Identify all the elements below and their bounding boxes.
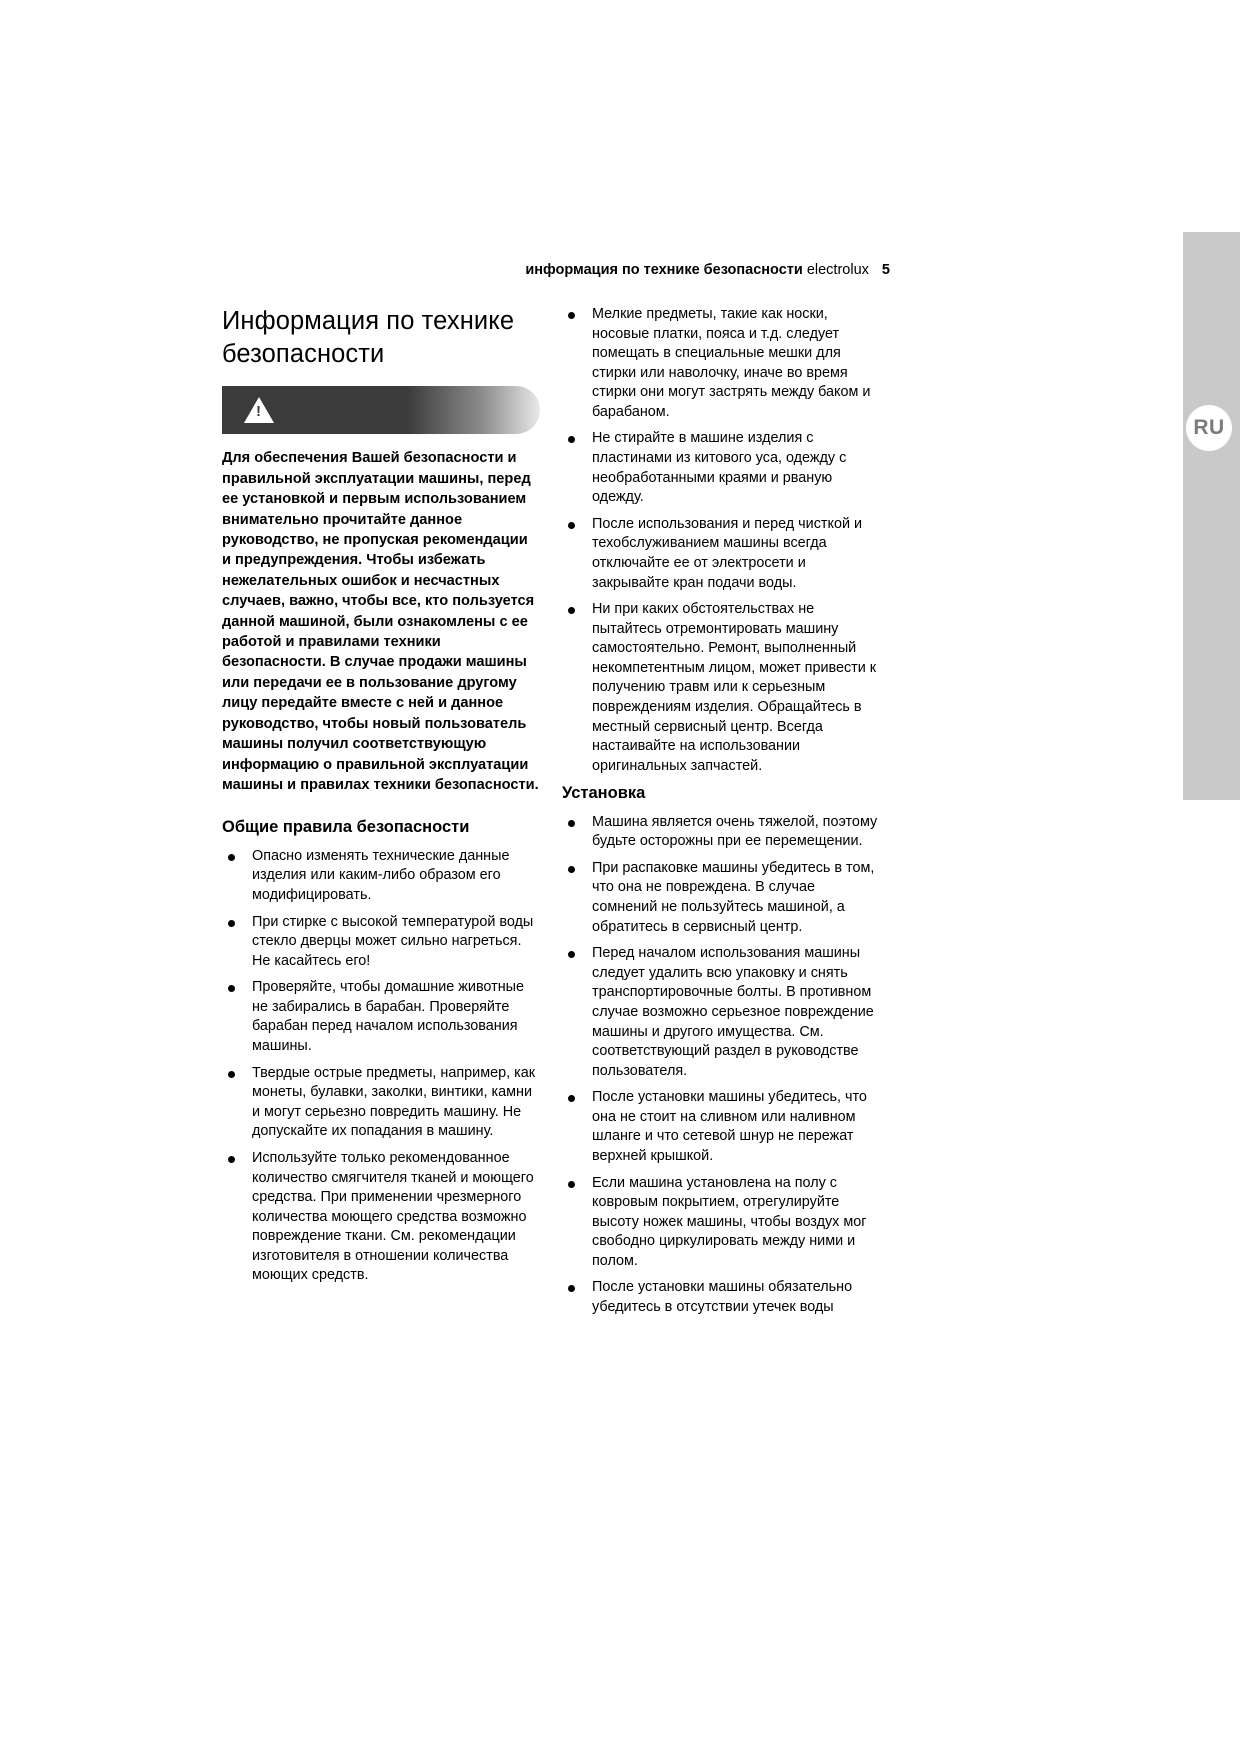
list-item: При стирке с высокой температурой воды стекло дверцы может сильно нагреться. Не касайтесь его! xyxy=(222,913,540,972)
general-safety-list xyxy=(222,847,540,1286)
warning-banner xyxy=(222,386,540,434)
language-badge-ru: RU xyxy=(1186,405,1232,451)
page-number: 5 xyxy=(881,262,890,278)
list-item: После установки машины убедитесь, что она не стоит на сливном или наливном шланге и что сетевой шнур не пережат верхней крышкой. xyxy=(562,1088,880,1166)
list-item: Ни при каких обстоятельствах не пытайтесь отремонтировать машину самостоятельно. Ремонт, выполненный некомпетентным лицом, может привести к получению травм или к серьезным повреждениям изделия. Обращайтесь в местный сервисный центр. Всегда настаивайте на использовании оригинальных запчастей. xyxy=(562,600,880,776)
header-section-title: информация по технике безопасности xyxy=(525,262,803,278)
list-item: После установки машины обязательно убедитесь в отсутствии утечек воды xyxy=(562,1278,880,1317)
page-header xyxy=(0,262,1240,278)
section-heading-installation: Установка xyxy=(562,784,646,803)
header-brand: electrolux xyxy=(806,262,869,278)
list-item: Перед началом использования машины следует удалить всю упаковку и снять транспортировочные болты. В противном случае возможно серьезное повреждение машины и другого имущества. См. соответствующий раздел в руководстве пользователя. xyxy=(562,944,880,1081)
list-item: Твердые острые предметы, например, как монеты, булавки, заколки, винтики, камни и могут серьезно повредить машину. Не допускайте их попадания в машину. xyxy=(222,1064,540,1142)
list-item: Проверяйте, чтобы домашние животные не забирались в барабан. Проверяйте барабан перед началом использования машины. xyxy=(222,978,540,1056)
list-item: Используйте только рекомендованное количество смягчителя тканей и моющего средства. При применении чрезмерного количества моющего средства возможно повреждение ткани. См. рекомендации изготовителя в отношении количества моющих средств. xyxy=(222,1149,540,1286)
general-safety-list-continued xyxy=(562,305,880,776)
right-column xyxy=(562,305,880,1325)
list-item: Опасно изменять технические данные изделия или каким-либо образом его модифицировать. xyxy=(222,847,540,906)
side-tab-bar xyxy=(1183,232,1240,800)
left-column xyxy=(222,305,540,1293)
list-item: При распаковке машины убедитесь в том, что она не повреждена. В случае сомнений не пользуйтесь машиной, а обратитесь в сервисный центр. xyxy=(562,859,880,937)
page-title: Информация по технике безопасности xyxy=(222,307,515,368)
list-item: Мелкие предметы, такие как носки, носовые платки, пояса и т.д. следует помещать в специальные мешки для стирки или наволочку, иначе во время стирки они могут застрять между баком и барабаном. xyxy=(562,305,880,422)
list-item: Машина является очень тяжелой, поэтому будьте осторожны при ее перемещении. xyxy=(562,813,880,852)
warning-triangle-icon xyxy=(244,397,274,423)
list-item: Не стирайте в машине изделия с пластинами из китового уса, одежду с необработанными краями и рваную одежду. xyxy=(562,429,880,507)
list-item: Если машина установлена на полу с ковровым покрытием, отрегулируйте высоту ножек машины, чтобы воздух мог свободно циркулировать между ними и полом. xyxy=(562,1174,880,1272)
intro-paragraph: Для обеспечения Вашей безопасности и правильной эксплуатации машины, перед ее установкой и первым использованием внимательно прочитайте данное руководство, не пропуская рекомендации и предупреждения. Чтобы избежать нежелательных ошибок и несчастных случаев, важно, чтобы все, кто пользуется данной машиной, были ознакомлены с ее работой и правилами техники безопасности. В случае продажи машины или передачи ее в пользование другому лицу передайте вместе с ней и данное руководство, чтобы новый пользователь машины получил соответствующую информацию о правильной эксплуатации машины и правилах техники безопасности. xyxy=(222,450,539,793)
section-heading-general-safety: Общие правила безопасности xyxy=(222,818,470,837)
list-item: После использования и перед чисткой и техобслуживанием машины всегда отключайте ее от электросети и закрывайте кран подачи воды. xyxy=(562,515,880,593)
installation-list xyxy=(562,813,880,1318)
